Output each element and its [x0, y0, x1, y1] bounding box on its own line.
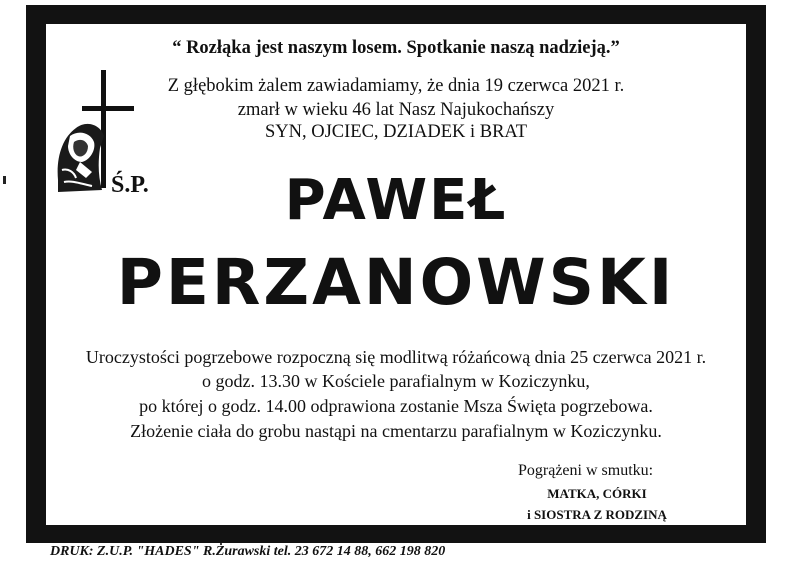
mourners-title: Pogrążeni w smutku: [518, 462, 654, 479]
printer-credit: DRUK: Z.U.P. "HADES" R.Żurawski tel. 23 672 14 88, 662 198 820 [50, 544, 446, 559]
prefix-label: Ś.P. [111, 172, 149, 198]
service-line-3: po której o godz. 14.00 odprawiona zostanie Msza Święta pogrzebowa. [139, 396, 653, 416]
announcement-line-1: Z głębokim żalem zawiadamiamy, że dnia 19 czerwca 2021 r. [167, 76, 625, 96]
quote-text: “ Rozłąka jest naszym losem. Spotkanie naszą nadzieją.” [172, 38, 620, 58]
mourners-line-1: MATKA, CÓRKI [547, 486, 647, 501]
deceased-last-name: PERZANOWSKI [116, 246, 676, 319]
deceased-first-name: PAWEŁ [284, 168, 508, 233]
service-line-4: Złożenie ciała do grobu nastąpi na cmentarzu parafialnym w Koziczynku. [130, 421, 662, 441]
announcement-line-2: zmarł w wieku 46 lat Nasz Najukochańszy [237, 100, 555, 120]
scan-edge-mark [3, 176, 6, 184]
service-line-1: Uroczystości pogrzebowe rozpoczną się modlitwą różańcową dnia 25 czerwca 2021 r. [85, 347, 707, 367]
announcement-line-3: SYN, OJCIEC, DZIADEK i BRAT [264, 122, 528, 142]
service-line-2: o godz. 13.30 w Kościele parafialnym w Koziczynku, [202, 371, 590, 391]
mourners-line-2: i SIOSTRA Z RODZINĄ [527, 507, 667, 522]
